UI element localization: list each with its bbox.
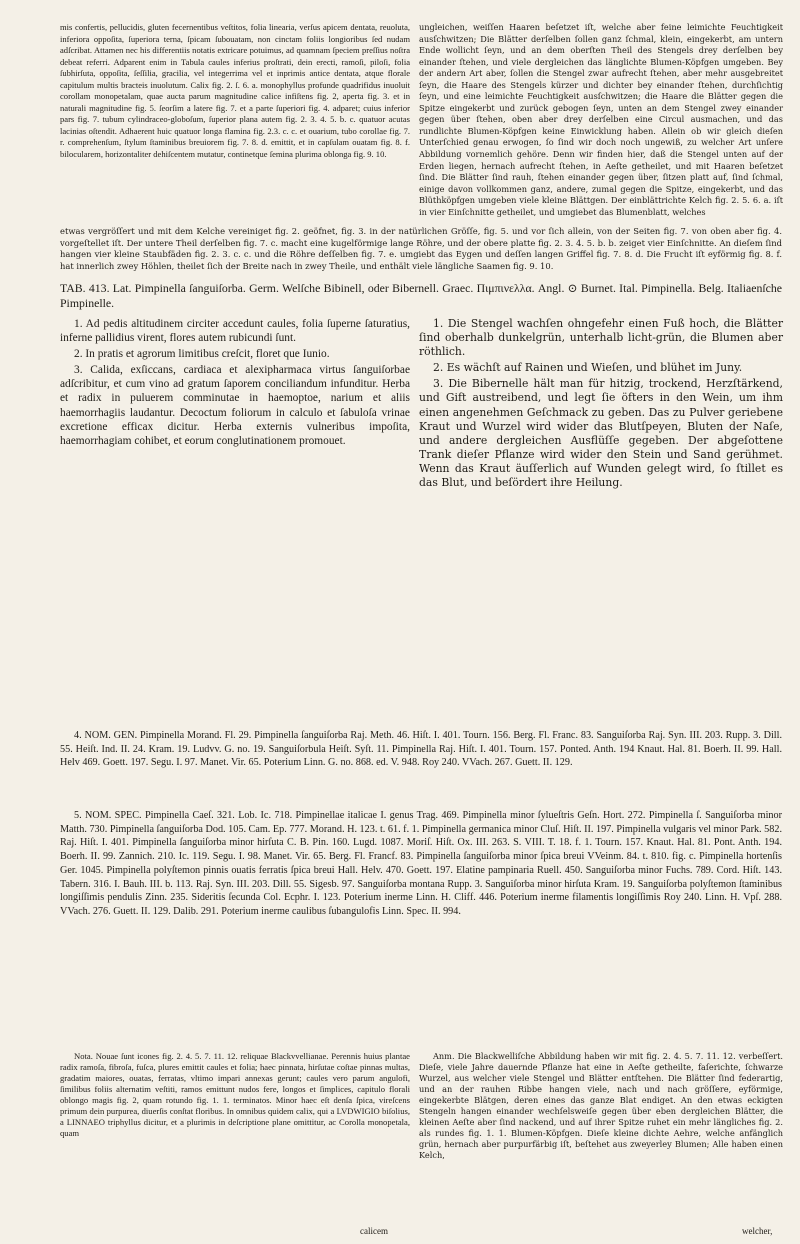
latin-item-2: 2. In pratis et agrorum limitibus creſcit, floret que Iunio. bbox=[74, 348, 330, 361]
german-item-3: 3. Die Bibernelle hält man für hitzig, trockend, Herzſtärkend, und Gift austreibend, und legt ſie öfters in den Wein, um ihm einen angenehmen Geſchmack zu geben. Das zu Pulver geriebene Kraut und Wurzel wird wider das Blutſpeyen, Bluten der Naſe, und andere dergleichen Ausflüſſe gegeben. Der abgeſottene Trank dieſer Pflanze wird wider den Stein und Sand gerühmet. Wenn das Kraut äuſſerlich auf Wunden gelegt wird, ſo ſtillet es das Blut, und beſördert ihre Heilung. bbox=[419, 377, 783, 490]
nomen-genericum: 4. NOM. GEN. Pimpinella Morand. Fl. 29. Pimpinella ſanguiſorba Raj. Meth. 46. Hiſt. I. 401. Tourn. 156. Berg. Fl. Franc. 83. Sanguiſorba Raj. Syn. III. 203. Rupp. 3. Dill. 55. Heiſt. Ind. II. 24. Kram. 19. Ludvv. G. no. 19. Sanguiſorbula Heiſt. Syſt. 11. Pimpinella Raj. Hiſt. I. 401. Tourn. 157. Ponted. Anth. 194 Knaut. Hal. 81. Boerh. II. 99. Hall. Helv 469. Goett. 197. Segu. I. 97. Manet. Vir. 65. Poterium Linn. G. no. 868. ed. V. 948. Roy 240. VVach. 267. Guett. II. 129. bbox=[60, 730, 782, 769]
latin-description-top: mis confertis, pellucidis, gluten fecernentibus veſtitos, folia linearia, verſus apicem dentata, reuoluta, inferiora oppoſita, ſuperiora terna, ſpicam ſubouatam, non cinctam foliis longioribus ſed nudam adſcribat. Attamen nec his differentiis notatis extricare potuimus, ad quamnam ſpeciem preſſius noſtra debeat referri. Adparent enim in Tabula caules inferius proſtrati, dein erecti, ramoſi, piloſi, folia ſubhirſuta, oppoſita, ſeſſilia, gracilia, vel integerrima vel et inprimis antice dentata, atque florale capitulum multis bracteis inuolutum. Calix fig. 2. ſ. 6. a. monophyllus profunde quadrifidus inuoluit corollam monopetalam, quae aucta parum magnitudine calice infiſtens fig. 2, aperta fig. 3. et in naturali magnitudine fig. 5. ſeorſim a latere fig. 7. et a parte ſuperiori fig. 4. adparet; cuius inferior pars fig. 7. tubum cylindraceo-globoſum, ſuperior plana autem fig. 2. 3. 4. 5. b. c. quatuor acutas lacinias oſtendit. Adhaerent huic quatuor longa flamina fig. 2.3. c. c. et ouarium, tubo corollae fig. 7. r. comprehenſum, ſtylum ſtaminibus breuiorem fig. 7. 8. d. emittit, et in capſulam ouatam fig. 8. f. bilocularem, horizontaliter dehiſcentem mutatur, continetque ſemina plurima oblonga fig. 9. 10. bbox=[60, 22, 410, 160]
latin-item-3: 3. Calida, exſiccans, cardiaca et alexipharmaca virtus ſanguiſorbae adſcribitur, et cum vino ad gratum ſaporem conciliandum infunditur. Herba et radix in puluerem comminutae in haemoptoe, narium et aliis haemorrhagiis laudantur. Decoctum foliorum in calculo et ſabuloſa vrinae excretione efficax dicitur. Herba externis vulneribus impoſita, haemorrhagiam cohibet, et eorum conglutinationem promouet. bbox=[60, 364, 410, 447]
german-item-1: 1. Die Stengel wachſen ohngefehr einen Fuß hoch, die Blätter ſind oberhalb dunkelgrün, unterhalb licht-grün, die Blumen aber röthlich. bbox=[419, 317, 783, 359]
german-description-continuation: etwas vergröſſert und mit dem Kelche vereiniget fig. 2. geöfnet, fig. 3. in der natürlichen Gröſſe, fig. 5. und vor ſich allein, von der Seiten fig. 7. von oben aber fig. 4. vorgeſtellet iſt. Der untere Theil derſelben fig. 7. c. macht eine kugelförmige lange Röhre, und der obere platte fig. 2. 3. 4. 5. b. b. zeiget vier Einſchnitte. An dieſem ſind hangen vier kleine Staubfäden fig. 2. 3. c. c. und die Röhre deſſelben fig. 7. e. umgiebt das Eygen und deſſen langen Griffel fig. 7. 8. d. Die Frucht iſt eyförmig fig. 8. f. hat innerlich zwey Höhlen, theilet ſich der Breite nach in zwey Theile, und enthält viele längliche Saamen fig. 9. 10. bbox=[60, 226, 782, 271]
plate-heading: TAB. 413. Lat. Pimpinella ſanguiſorba. Germ. Welſche Bibinell, oder Bibernell. Graec. Πιμπινελλα. Angl. ⊙ Burnet. Ital. Pimpinella. Belg. Italiaenſche Pimpinelle. bbox=[60, 281, 782, 310]
german-items bbox=[419, 317, 783, 490]
latin-catchword: calicem bbox=[360, 1226, 388, 1236]
nomen-specificum: 5. NOM. SPEC. Pimpinella Caeſ. 321. Lob. Ic. 718. Pimpinellae italicae I. genus Trag. 469. Pimpinella minor ſylueſtris Geſn. Hort. 272. Pimpinella ſ. Sanguiſorba minor Matth. 730. Pimpinella ſanguiſorba Dod. 105. Cam. Ep. 777. Morand. H. 123. t. 61. f. 1. Pimpinella germanica minor Cluſ. Hiſt. II. 197. Pimpinella vulgaris vel minor Park. 582. Raj. Hiſt. I. 401. Pimpinella ſanguiſorba minor hirſuta C. B. Pin. 160. Lugd. 1087. Moriſ. Hiſt. Ox. III. 263. S. VIII. T. 18. f. 1. Tourn. 157. Knaut. Hal. 81. Pont. Anth. 194. Boerh. II. 99. Zannich. 210. Ic. 119. Segu. I. 98. Manet. Vir. 65. Berg. Fl. Francf. 83. Pimpinella ſanguiſorba minor ſpica breui VVeinm. 84. t. 810. fig. c. Pimpinella hortenſis Ger. 1045. Pimpinella polyſtemon pinnis ouatis ferratis ſpica breui Hall. Helv. 470. Goett. 197. Elatine pampinaria Ruell. 450. Sanguiſorba minor Fuchs. 789. Cord. Hiſt. 143. Tabern. 316. I. Bauh. III. b. 113. Raj. Syn. III. 203. Dill. 55. Sigesb. 97. Sanguiſorba montana Rupp. 3. Sanguiſorba minor hirſuta Kram. 19. Sanguiſorba polyſtemon ſtaminibus longiſſimis pendulis Zinn. 235. Sideritis ſecunda Col. Ecphr. I. 123. Poterium inerme Linn. H. Cliff. 446. Poterium inerme filamentis longiſſimis Roy 240. Linn. H. Vpſ. 288. VVach. 276. Guett. II. 129. Dalib. 291. Poterium inerme caulibus ſubangulofis Linn. Spec. II. 994. bbox=[60, 810, 782, 917]
latin-note: Nota. Nouae ſunt icones fig. 2. 4. 5. 7. 11. 12. reliquae Blackvvellianae. Perennis huius plantae radix ramoſa, fibroſa, fuſca, plures emittit caules et folia; haec pinnata, hirſutae coſtae pinnas multas, gradatim maiores, ouatas, ferratas, vltimo impari annexas gerunt; caules vero parum angulofi, ſimilibus foliis alternatim veſtiti, ramos emittunt nudos fere, longos et ſimplices, capitulo florali oblongo magis fig. 2, quam rotundo fig. 1. 1. terminatos. Minor haec eſt denſa ſpica, vireſcens primum dein purpurea, diuerſis conſtat floribus. In omnibus quidem calix, qui a LVDWIGIO biſolius, a LINNAEO triphyllus dicitur, et a plurimis in deſcriptione plane omittitur, ac Corolla monopetala, quam bbox=[60, 1051, 410, 1138]
german-note: Anm. Die Blackwelliſche Abbildung haben wir mit fig. 2. 4. 5. 7. 11. 12. verbeſſert. Dieſe, viele Jahre dauernde Pflanze hat eine in Aeſte getheilte, faſerichte, ſchwarze Wurzel, aus welcher viele Stengel und Blätter entſtehen. Die Blätter ſind federartig, und an der rauhen Ribbe hangen viele, nach und nach gröſſere, eyförmige, eingekerbte Blätgen, deren eines das ganze Blat endiget. An den etwas eckigten Stengeln hangen einander wechſelsweiſe gegen über eben dergleichen Blätter, die kleinen Aeſte aber ſind nackend, und auf ihrer Spitze ruhet ein mehr längliches fig. 2. als rundes fig. 1. 1. Blumen-Köpfgen. Dieſe kleine dichte Aehre, welche anfänglich grün, hernach aber purpurfärbig iſt, beſtehet aus zweyerley Blumen; Alle haben einen Kelch, bbox=[419, 1051, 783, 1160]
latin-items bbox=[60, 317, 410, 448]
german-item-2: 2. Es wächſt auf Rainen und Wieſen, und blühet im Juny. bbox=[433, 361, 743, 375]
latin-item-1: 1. Ad pedis altitudinem circiter accedunt caules, folia ſuperne ſaturatius, inferne pallidius virent, flores autem rubicundi ſunt. bbox=[60, 318, 410, 345]
german-description-top: ungleichen, weiſſen Haaren beſetzet iſt, welche aber feine leimichte Feuchtigkeit ausſchwitzen; Die Blätter derſelben ſollen ganz ſchmal, klein, eingekerbt, am untern Ende wollicht ſeyn, und an dem oberſten Theil des Stengels drey derſelben bey einander ſtehen, und viele dergleichen das länglichte Blumen-Köpfgen umgeben. Bey der andern Art aber, ſollen die Stengel zwar aufrecht ſtehen, aber mehr ausgebreitet ſeyn, die Haare des Stengels kürzer und dichter bey einander ſtehen, durchſichtig ſeyn, und eine leimichte Feuchtigkeit ausſchwitzen; die Haare die Blätter gegen die Spitze eingekerbt und zurück gebogen ſeyn, unten an dem Stengel zwey einander gegen über ſtehen, oben aber drey derſelben eine Circul ausmachen, und das rundlichte Blumen-Köpfgen keine Einwicklung haben. Allein ob wir gleich dieſen Unterſchied genau erwogen, ſo ſind wir doch noch ungewiß, zu welcher Art unſere Abbildung vornemlich gehöre. Denn wir finden hier, daß die Stengel unten auf der Erden liegen, hernach aufrecht ſtehen, in Aeſte getheilet, und mit Haaren beſetzet ſind. Die Blätter ſind rauh, ſtehen einander gegen über, ſitzen platt auf, ſind ſchmal, einige davon vollkommen ganz, andere, zumal gegen die Spitze, eingekerbt, und das Blüthköpfgen umgeben viele kleine Blättgen. Der einblättrichte Kelch fig. 2. 5. 6. a. iſt in vier Einſchnitte getheilet, und umgiebet das Blumenblatt, welches bbox=[419, 22, 783, 217]
german-catchword: welcher, bbox=[742, 1226, 773, 1236]
